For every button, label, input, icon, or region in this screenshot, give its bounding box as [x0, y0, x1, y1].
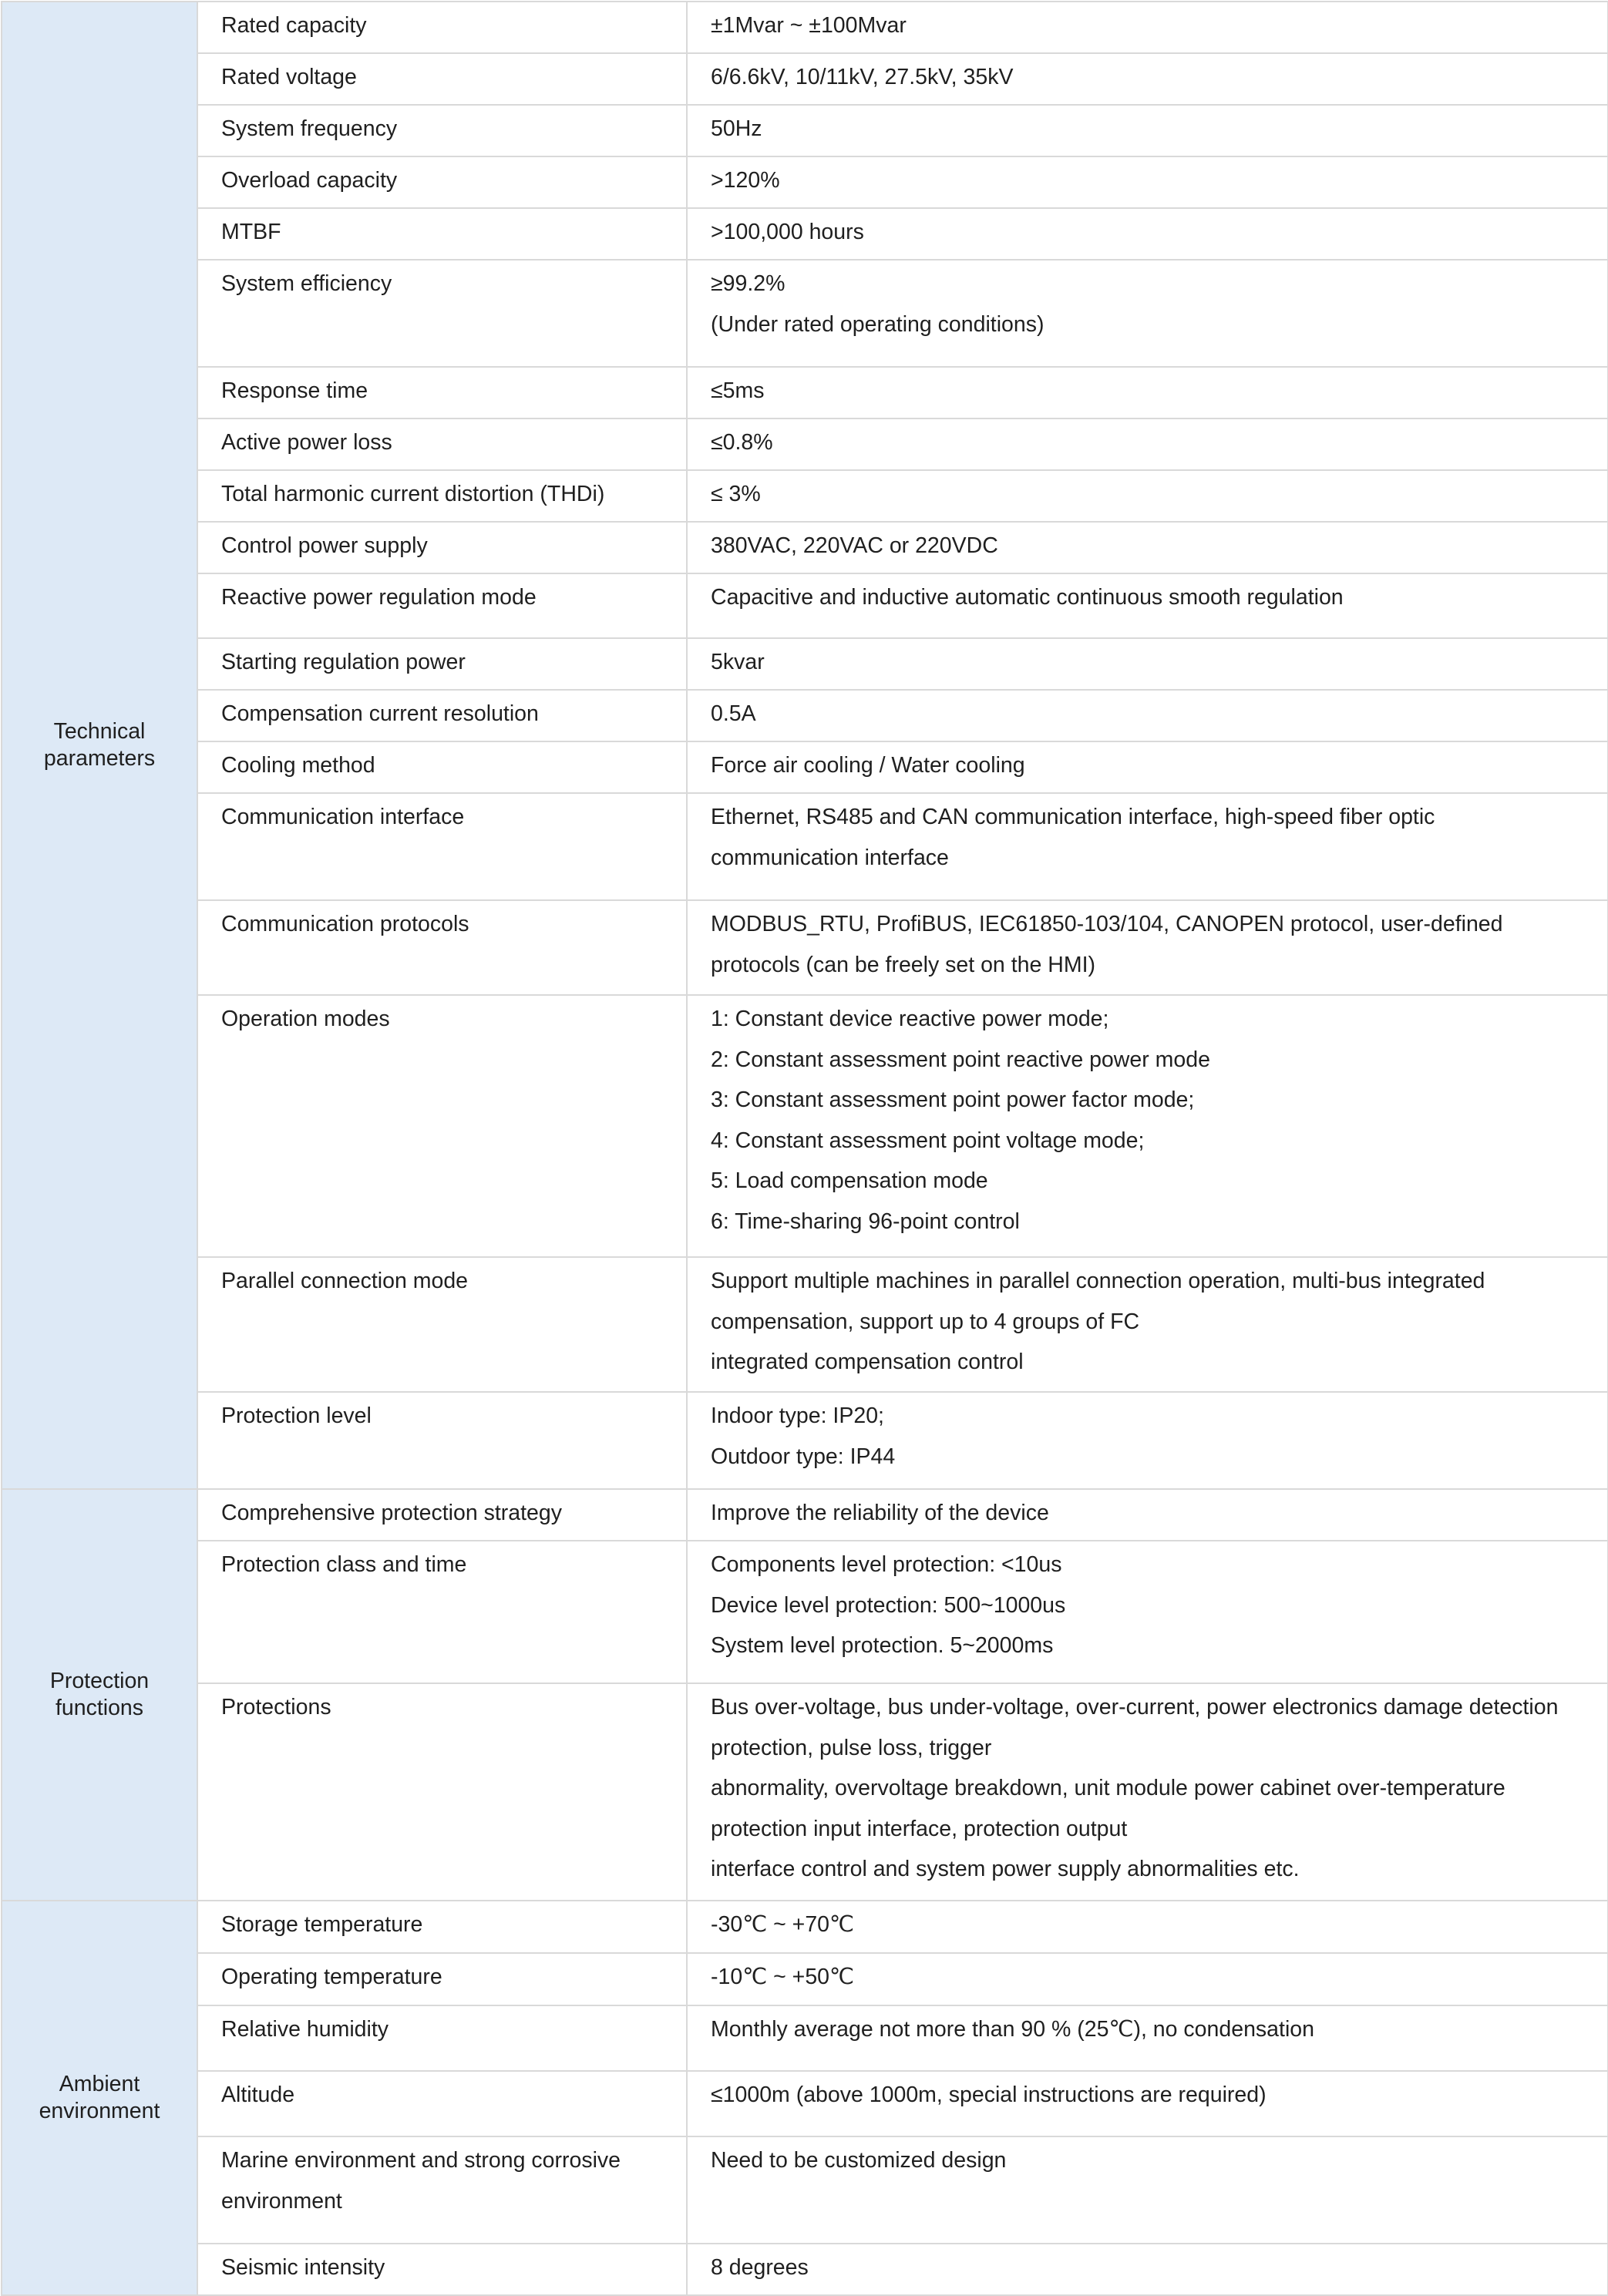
table-row: [2, 1683, 1608, 1901]
table-row: [2, 260, 1608, 367]
table-row: [2, 741, 1608, 793]
parameter-value: [687, 638, 1608, 690]
parameter-value: [687, 1257, 1608, 1392]
table-row: [2, 690, 1608, 741]
parameter-value: [687, 156, 1608, 208]
parameter-value: [687, 741, 1608, 793]
parameter-value-line: >120%: [711, 168, 780, 193]
parameter-value-line: Support multiple machines in parallel connection operation, multi-bus integrated: [711, 1269, 1485, 1293]
parameter-value: [687, 2071, 1608, 2136]
category-cell: [2, 1489, 197, 1901]
parameter-label: Protection level: [197, 1392, 687, 1489]
parameter-label: Operating temperature: [197, 1953, 687, 2005]
parameter-label: Communication interface: [197, 793, 687, 900]
parameter-value-line: 380VAC, 220VAC or 220VDC: [711, 533, 998, 558]
parameter-value-line: 6: Time-sharing 96-point control: [711, 1209, 1020, 1234]
parameter-value-line: -30℃ ~ +70℃: [711, 1912, 855, 1937]
parameter-value-line: Bus over-voltage, bus under-voltage, over-current, power electronics damage detection: [711, 1695, 1559, 1719]
parameter-value-line: Indoor type: IP20;: [711, 1403, 884, 1428]
parameter-value-line: compensation, support up to 4 groups of FC: [711, 1309, 1140, 1334]
parameter-value: [687, 1683, 1608, 1901]
parameter-label: Operation modes: [197, 995, 687, 1257]
parameter-value: [687, 367, 1608, 419]
table-row: [2, 2005, 1608, 2071]
category-cell: [2, 1901, 197, 2295]
parameter-value-line: abnormality, overvoltage breakdown, unit module power cabinet over-temperature: [711, 1776, 1505, 1800]
parameter-value: [687, 2244, 1608, 2295]
parameter-label: Response time: [197, 367, 687, 419]
parameter-value: [687, 470, 1608, 522]
parameter-value-line: ≥99.2%: [711, 271, 785, 296]
table-row: [2, 53, 1608, 105]
parameter-value-line: 6/6.6kV, 10/11kV, 27.5kV, 35kV: [711, 65, 1014, 89]
parameter-value-line: 4: Constant assessment point voltage mode;: [711, 1128, 1145, 1153]
category-label-line: environment: [39, 2099, 160, 2123]
parameter-value-line: -10℃ ~ +50℃: [711, 1965, 855, 1989]
parameter-value-line: ≤1000m (above 1000m, special instructions are required): [711, 2083, 1267, 2107]
table-row: [2, 573, 1608, 638]
parameter-label: Parallel connection mode: [197, 1257, 687, 1392]
parameter-label: Protection class and time: [197, 1541, 687, 1683]
table-row: [2, 1392, 1608, 1489]
parameter-value-line: protection input interface, protection output: [711, 1816, 1128, 1841]
table-row: [2, 793, 1608, 900]
parameter-value-line: Outdoor type: IP44: [711, 1444, 896, 1469]
parameter-value-line: 0.5A: [711, 701, 756, 726]
table-row: [2, 2, 1608, 53]
parameter-value-line: (Under rated operating conditions): [711, 311, 1045, 337]
parameter-value-line: >100,000 hours: [711, 220, 864, 244]
parameter-label: Seismic intensity: [197, 2244, 687, 2295]
table-row: [2, 1901, 1608, 1953]
parameter-value-line: ±1Mvar ~ ±100Mvar: [711, 13, 907, 38]
parameter-value: [687, 105, 1608, 156]
parameter-value-line: ≤0.8%: [711, 430, 773, 455]
parameter-value: [687, 1489, 1608, 1541]
parameter-value-line: Device level protection: 500~1000us: [711, 1592, 1066, 1618]
parameter-value: [687, 1901, 1608, 1953]
parameter-value-line: Improve the reliability of the device: [711, 1501, 1049, 1525]
category-label-line: Protection: [49, 1669, 150, 1693]
table-row: [2, 995, 1608, 1257]
parameter-value-line: protocols (can be freely set on the HMI): [711, 952, 1095, 977]
parameter-value: [687, 690, 1608, 741]
parameter-value: [687, 2, 1608, 53]
parameter-value: [687, 1392, 1608, 1489]
parameter-label: Starting regulation power: [197, 638, 687, 690]
table-row: [2, 419, 1608, 470]
table-row: [2, 2136, 1608, 2244]
parameter-value-line: 1: Constant device reactive power mode;: [711, 1007, 1109, 1031]
parameter-label: Total harmonic current distortion (THDi): [197, 470, 687, 522]
parameter-label: Reactive power regulation mode: [197, 573, 687, 638]
parameter-label: Cooling method: [197, 741, 687, 793]
parameter-value-line: Ethernet, RS485 and CAN communication interface, high-speed fiber optic: [711, 805, 1435, 829]
parameter-value: [687, 900, 1608, 995]
parameter-label: Overload capacity: [197, 156, 687, 208]
table-row: [2, 1257, 1608, 1392]
parameter-label: Comprehensive protection strategy: [197, 1489, 687, 1541]
table-row: [2, 367, 1608, 419]
parameter-value: [687, 522, 1608, 573]
table-row: [2, 638, 1608, 690]
parameter-label: Compensation current resolution: [197, 690, 687, 741]
parameter-value: [687, 1541, 1608, 1683]
parameter-label: Altitude: [197, 2071, 687, 2136]
parameter-value-line: ≤5ms: [711, 378, 765, 403]
parameter-value-line: Capacitive and inductive automatic continuous smooth regulation: [711, 585, 1344, 610]
table-row: [2, 522, 1608, 573]
parameter-value: [687, 573, 1608, 638]
parameter-label: Control power supply: [197, 522, 687, 573]
table-row: [2, 470, 1608, 522]
parameter-value: [687, 2005, 1608, 2071]
parameter-label: Storage temperature: [197, 1901, 687, 1953]
parameter-label: MTBF: [197, 208, 687, 260]
parameter-value-line: System level protection. 5~2000ms: [711, 1633, 1054, 1658]
table-row: [2, 2071, 1608, 2136]
parameter-label: Communication protocols: [197, 900, 687, 995]
parameter-value: [687, 208, 1608, 260]
parameter-value: [687, 53, 1608, 105]
category-label-line: functions: [55, 1696, 144, 1720]
parameter-value-line: communication interface: [711, 845, 949, 870]
parameter-value-line: Components level protection: <10us: [711, 1552, 1062, 1577]
parameter-value: [687, 995, 1608, 1257]
spec-table-body: [2, 2, 1608, 2295]
parameter-value-line: ≤ 3%: [711, 482, 761, 506]
spec-table: [1, 1, 1608, 2296]
parameter-value-line: integrated compensation control: [711, 1350, 1024, 1374]
parameter-label: Relative humidity: [197, 2005, 687, 2071]
table-row: [2, 1953, 1608, 2005]
parameter-value-line: Need to be customized design: [711, 2148, 1007, 2173]
table-row: [2, 2244, 1608, 2295]
parameter-value: [687, 2136, 1608, 2244]
table-row: [2, 900, 1608, 995]
parameter-label: System efficiency: [197, 260, 687, 367]
parameter-value-line: 2: Constant assessment point reactive power mode: [711, 1047, 1210, 1072]
parameter-value-line: protection, pulse loss, trigger: [711, 1735, 992, 1760]
table-row: [2, 208, 1608, 260]
parameter-label: System frequency: [197, 105, 687, 156]
parameter-value-line: Force air cooling / Water cooling: [711, 753, 1025, 778]
category-label-line: Ambient: [59, 2072, 140, 2096]
parameter-value-line: 50Hz: [711, 116, 762, 141]
parameter-label: Active power loss: [197, 419, 687, 470]
category-cell: [2, 2, 197, 1489]
parameter-label: Protections: [197, 1683, 687, 1901]
parameter-value: [687, 260, 1608, 367]
parameter-value: [687, 1953, 1608, 2005]
parameter-value-line: Monthly average not more than 90 % (25℃), no condensation: [711, 2017, 1314, 2042]
parameter-label: Rated voltage: [197, 53, 687, 105]
table-row: [2, 1489, 1608, 1541]
parameter-value-line: MODBUS_RTU, ProfiBUS, IEC61850-103/104, CANOPEN protocol, user-defined: [711, 912, 1503, 936]
parameter-value: [687, 793, 1608, 900]
table-row: [2, 1541, 1608, 1683]
parameter-value: [687, 419, 1608, 470]
parameter-value-line: 5kvar: [711, 650, 765, 674]
parameter-label: Rated capacity: [197, 2, 687, 53]
parameter-label: Marine environment and strong corrosive environment: [197, 2136, 687, 2244]
category-label-line: parameters: [43, 746, 156, 771]
parameter-value-line: 5: Load compensation mode: [711, 1168, 988, 1193]
category-label-line: Technical: [53, 719, 146, 744]
table-row: [2, 105, 1608, 156]
table-row: [2, 156, 1608, 208]
parameter-value-line: interface control and system power supply abnormalities etc.: [711, 1857, 1300, 1881]
parameter-value-line: 8 degrees: [711, 2255, 809, 2280]
parameter-value-line: 3: Constant assessment point power factor mode;: [711, 1087, 1195, 1112]
